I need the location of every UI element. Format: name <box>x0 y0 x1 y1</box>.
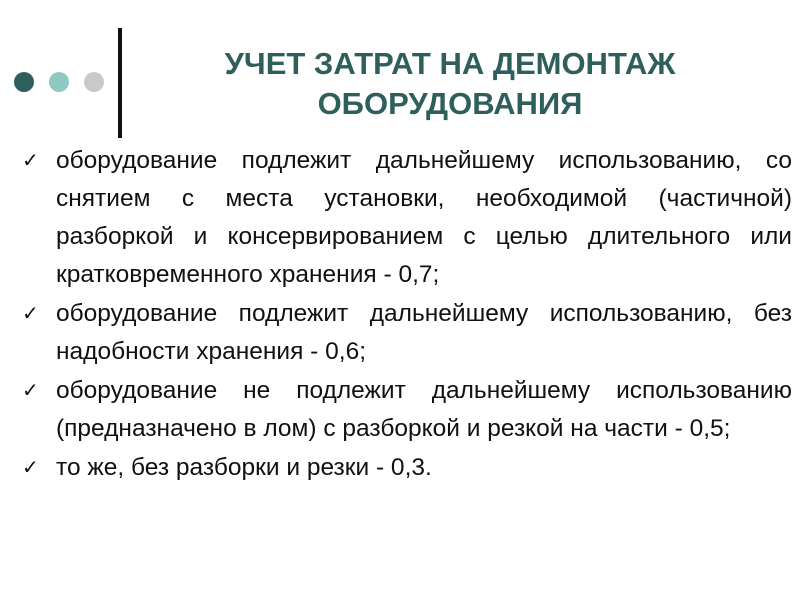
slide-title-line-1: УЧЕТ ЗАТРАТ НА ДЕМОНТАЖ <box>224 46 676 81</box>
list-item <box>22 142 792 294</box>
gray-dot-icon <box>84 72 104 92</box>
decorative-dots <box>14 72 104 92</box>
slide-title <box>140 44 760 124</box>
vertical-divider <box>118 28 122 138</box>
bullet-list <box>22 142 792 488</box>
list-item <box>22 372 792 448</box>
checkmark-bullet-icon: ✓ <box>22 303 39 325</box>
list-item-text: оборудование подлежит дальнейшему использованию, без надобности хранения - 0,6; <box>56 300 792 365</box>
checkmark-bullet-icon: ✓ <box>22 380 39 402</box>
list-item <box>22 295 792 371</box>
slide-title-line-2: ОБОРУДОВАНИЯ <box>317 86 583 121</box>
list-item-text: то же, без разборки и резки - 0,3. <box>56 454 432 481</box>
checkmark-bullet-icon: ✓ <box>22 457 39 479</box>
light-teal-dot-icon <box>49 72 69 92</box>
dark-teal-dot-icon <box>14 72 34 92</box>
checkmark-bullet-icon: ✓ <box>22 150 39 172</box>
list-item <box>22 449 792 487</box>
list-item-text: оборудование не подлежит дальнейшему использованию (предназначено в лом) с разборкой и резкой на части - 0,5; <box>56 377 792 442</box>
list-item-text: оборудование подлежит дальнейшему использованию, со снятием с места установки, необходимой (частичной) разборкой и консервированием с целью длительного или кратковременного хранения - 0,7; <box>56 147 792 288</box>
